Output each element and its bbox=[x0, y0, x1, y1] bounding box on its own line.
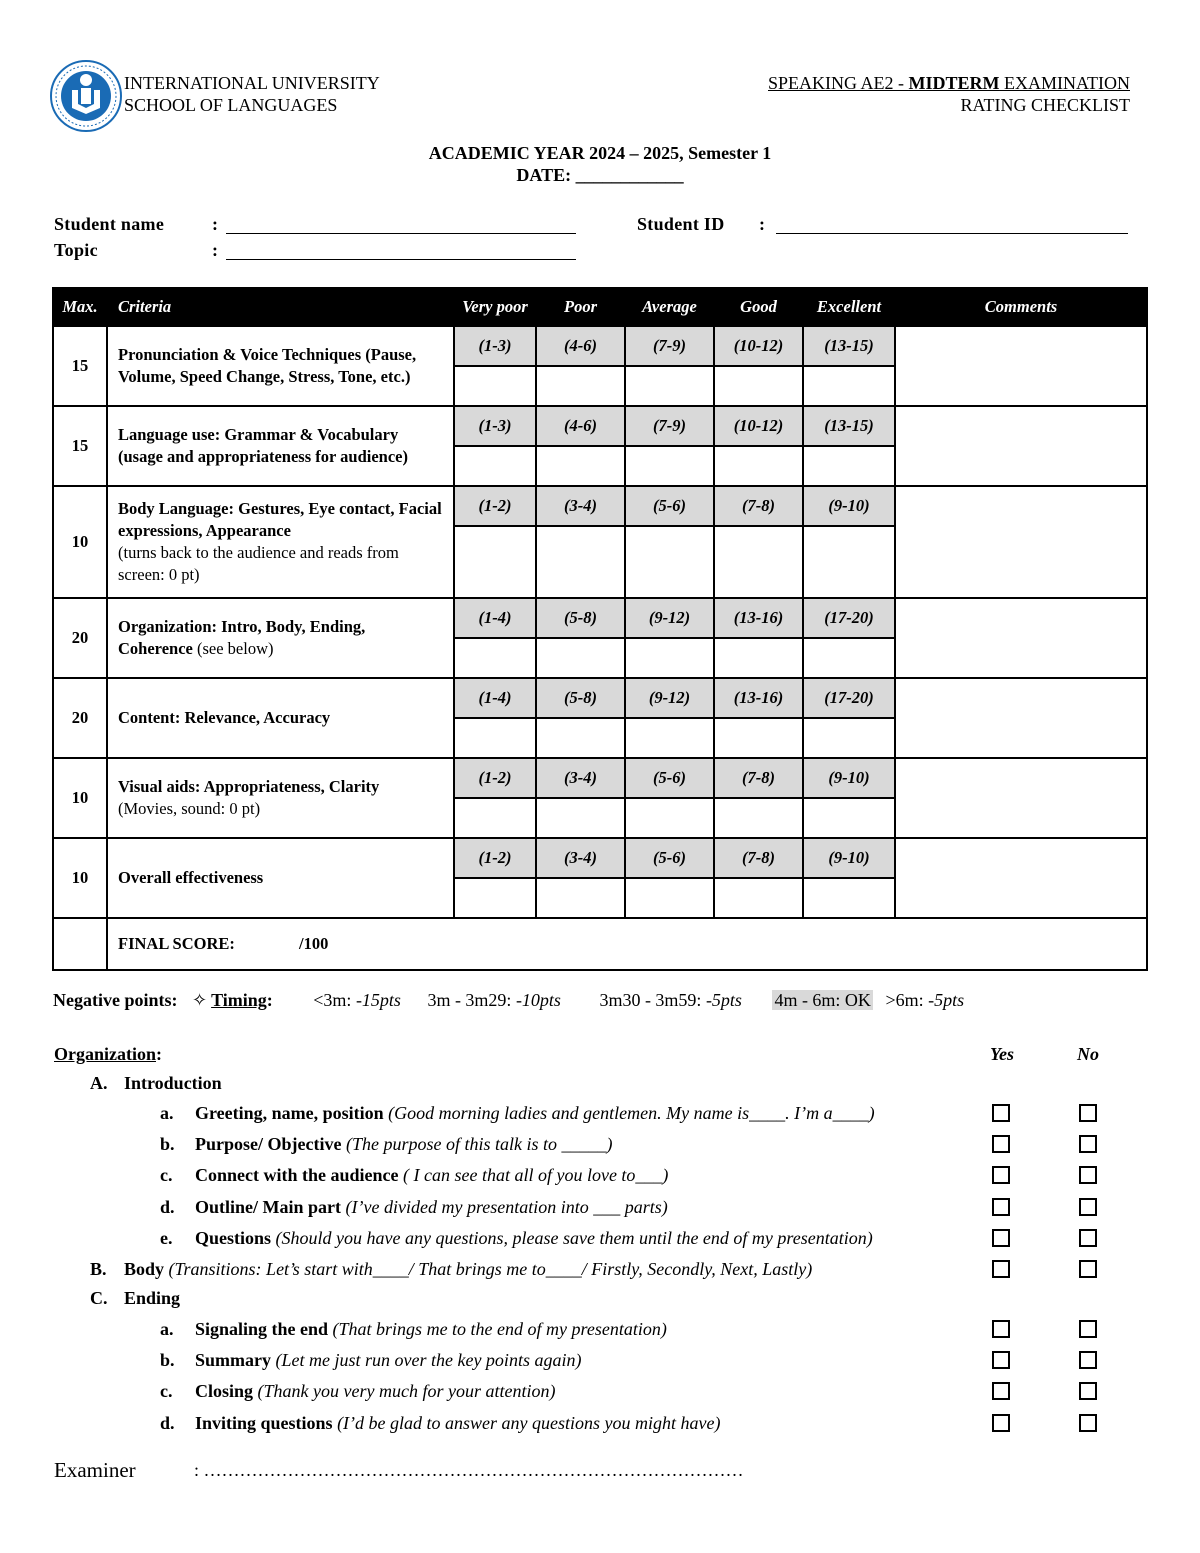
band-poor: (5-8) bbox=[536, 678, 625, 718]
band-very-poor: (1-4) bbox=[454, 678, 536, 718]
item-letter: d. bbox=[160, 1413, 175, 1433]
score-cell-poor[interactable] bbox=[536, 798, 625, 838]
organization-title-wrap: Organization: bbox=[54, 1044, 162, 1064]
header-average: Average bbox=[625, 288, 714, 326]
score-cell-poor[interactable] bbox=[536, 638, 625, 678]
checkbox-yes[interactable] bbox=[992, 1198, 1010, 1216]
timing-label: Timing bbox=[211, 990, 267, 1010]
score-cell-excellent[interactable] bbox=[803, 878, 895, 918]
checkbox-yes[interactable] bbox=[992, 1414, 1010, 1432]
student-name-label: Student name bbox=[54, 214, 165, 234]
university-name: INTERNATIONAL UNIVERSITY bbox=[124, 73, 380, 93]
band-very-poor: (1-2) bbox=[454, 486, 536, 526]
item-letter: c. bbox=[160, 1165, 173, 1185]
band-average: (5-6) bbox=[625, 838, 714, 878]
item-letter: d. bbox=[160, 1197, 175, 1217]
timing-over-6m: >6m: -5pts bbox=[885, 990, 965, 1010]
checkbox-no[interactable] bbox=[1079, 1166, 1097, 1184]
checkbox-yes[interactable] bbox=[992, 1382, 1010, 1400]
band-excellent: (13-15) bbox=[803, 406, 895, 446]
item-letter: a. bbox=[160, 1103, 174, 1123]
topic-label: Topic bbox=[54, 240, 98, 260]
band-excellent: (13-15) bbox=[803, 326, 895, 366]
score-cell-good[interactable] bbox=[714, 638, 803, 678]
item-letter: b. bbox=[160, 1134, 175, 1154]
exam-title-midterm: MIDTERM bbox=[908, 73, 1000, 93]
comments-cell[interactable] bbox=[895, 838, 1147, 918]
band-excellent: (17-20) bbox=[803, 598, 895, 638]
criteria-note: (see below) bbox=[192, 639, 274, 658]
student-name-field[interactable] bbox=[226, 233, 576, 234]
score-cell-average[interactable] bbox=[625, 718, 714, 758]
checkbox-yes[interactable] bbox=[992, 1351, 1010, 1369]
band-poor: (3-4) bbox=[536, 758, 625, 798]
band-excellent: (9-10) bbox=[803, 486, 895, 526]
score-cell-average[interactable] bbox=[625, 366, 714, 406]
comments-cell[interactable] bbox=[895, 326, 1147, 406]
score-cell-very-poor[interactable] bbox=[454, 366, 536, 406]
checkbox-no[interactable] bbox=[1079, 1198, 1097, 1216]
criteria-text: Organization: Intro, Body, Ending, Coherence bbox=[118, 617, 366, 658]
band-very-poor: (1-4) bbox=[454, 598, 536, 638]
checkbox-no[interactable] bbox=[1079, 1414, 1097, 1432]
score-cell-poor[interactable] bbox=[536, 878, 625, 918]
band-average: (5-6) bbox=[625, 758, 714, 798]
checkbox-no[interactable] bbox=[1079, 1351, 1097, 1369]
band-good: (13-16) bbox=[714, 598, 803, 638]
item-text: Outline/ Main part (I’ve divided my presentation into ___ parts) bbox=[195, 1197, 668, 1217]
criteria-row-body-language bbox=[53, 486, 1147, 526]
score-cell-excellent[interactable] bbox=[803, 366, 895, 406]
yes-column-header: Yes bbox=[990, 1044, 1014, 1064]
comments-cell[interactable] bbox=[895, 406, 1147, 486]
school-name: SCHOOL OF LANGUAGES bbox=[124, 95, 338, 115]
score-cell-very-poor[interactable] bbox=[454, 526, 536, 598]
examiner-label: Examiner bbox=[54, 1458, 136, 1482]
score-cell-poor[interactable] bbox=[536, 446, 625, 486]
header-poor: Poor bbox=[536, 288, 625, 326]
checkbox-no[interactable] bbox=[1079, 1382, 1097, 1400]
section-letter-c: C. bbox=[90, 1288, 108, 1308]
final-score-blank bbox=[53, 918, 107, 970]
topic-field[interactable] bbox=[226, 259, 576, 260]
score-cell-poor[interactable] bbox=[536, 366, 625, 406]
checkbox-yes[interactable] bbox=[992, 1320, 1010, 1338]
band-poor: (4-6) bbox=[536, 406, 625, 446]
header-excellent: Excellent bbox=[803, 288, 895, 326]
item-text: Summary (Let me just run over the key points again) bbox=[195, 1350, 582, 1370]
item-letter: b. bbox=[160, 1350, 175, 1370]
criteria-text: Content: Relevance, Accuracy bbox=[118, 708, 331, 727]
examiner-field[interactable]: : ……………………………………………………………………………… bbox=[194, 1460, 744, 1480]
checkbox-no[interactable] bbox=[1079, 1260, 1097, 1278]
score-cell-very-poor[interactable] bbox=[454, 878, 536, 918]
rating-table bbox=[52, 287, 1148, 971]
band-average: (7-9) bbox=[625, 326, 714, 366]
score-cell-poor[interactable] bbox=[536, 718, 625, 758]
score-cell-very-poor[interactable] bbox=[454, 446, 536, 486]
item-text: Purpose/ Objective (The purpose of this talk is to _____) bbox=[195, 1134, 613, 1154]
student-id-colon: : bbox=[759, 214, 766, 234]
section-introduction: Introduction bbox=[124, 1073, 222, 1093]
student-name-colon: : bbox=[212, 214, 219, 234]
band-very-poor: (1-3) bbox=[454, 326, 536, 366]
criteria-cell bbox=[107, 406, 454, 486]
criteria-cell bbox=[107, 326, 454, 406]
score-cell-excellent[interactable] bbox=[803, 798, 895, 838]
section-body: Body (Transitions: Let’s start with____/ That brings me to____/ Firstly, Secondly, Next, Lastly) bbox=[124, 1259, 813, 1279]
comments-cell[interactable] bbox=[895, 486, 1147, 598]
item-text: Closing (Thank you very much for your attention) bbox=[195, 1381, 556, 1401]
header-max: Max. bbox=[53, 288, 107, 326]
header-good: Good bbox=[714, 288, 803, 326]
section-letter-a: A. bbox=[90, 1073, 108, 1093]
section-letter-b: B. bbox=[90, 1259, 107, 1279]
band-poor: (3-4) bbox=[536, 486, 625, 526]
criteria-note: (Movies, sound: 0 pt) bbox=[118, 799, 261, 818]
max-points: 10 bbox=[53, 838, 107, 918]
student-id-label: Student ID bbox=[637, 214, 725, 234]
criteria-cell bbox=[107, 838, 454, 918]
criteria-text: Pronunciation & Voice Techniques (Pause, Volume, Speed Change, Stress, Tone, etc.) bbox=[118, 345, 417, 386]
band-average: (7-9) bbox=[625, 406, 714, 446]
score-cell-poor[interactable] bbox=[536, 526, 625, 598]
item-text: Inviting questions (I’d be glad to answer any questions you might have) bbox=[195, 1413, 721, 1433]
band-excellent: (9-10) bbox=[803, 838, 895, 878]
max-points: 15 bbox=[53, 326, 107, 406]
max-points: 20 bbox=[53, 598, 107, 678]
criteria-row-pronunciation bbox=[53, 326, 1147, 366]
timing-4m-6m-ok: 4m - 6m: OK bbox=[774, 990, 871, 1010]
item-text: Connect with the audience ( I can see that all of you love to___) bbox=[195, 1165, 669, 1185]
score-cell-good[interactable] bbox=[714, 718, 803, 758]
band-very-poor: (1-3) bbox=[454, 406, 536, 446]
score-cell-excellent[interactable] bbox=[803, 526, 895, 598]
item-letter: e. bbox=[160, 1228, 173, 1248]
checkbox-no[interactable] bbox=[1079, 1135, 1097, 1153]
item-text: Signaling the end (That brings me to the end of my presentation) bbox=[195, 1319, 667, 1339]
score-cell-very-poor[interactable] bbox=[454, 718, 536, 758]
checkbox-yes[interactable] bbox=[992, 1135, 1010, 1153]
timing-3m30-3m59: 3m30 - 3m59: -5pts bbox=[599, 990, 742, 1010]
criteria-cell bbox=[107, 598, 454, 678]
timing-3m-3m29: 3m - 3m29: -10pts bbox=[427, 990, 561, 1010]
final-score-cell[interactable] bbox=[107, 918, 1147, 970]
max-points: 10 bbox=[53, 758, 107, 838]
header-criteria: Criteria bbox=[107, 288, 454, 326]
header-very-poor: Very poor bbox=[454, 288, 536, 326]
section-ending: Ending bbox=[124, 1288, 181, 1308]
item-letter: a. bbox=[160, 1319, 174, 1339]
criteria-row-organization bbox=[53, 598, 1147, 638]
score-cell-very-poor[interactable] bbox=[454, 798, 536, 838]
max-points: 10 bbox=[53, 486, 107, 598]
band-excellent: (17-20) bbox=[803, 678, 895, 718]
checkbox-no[interactable] bbox=[1079, 1229, 1097, 1247]
topic-colon: : bbox=[212, 240, 219, 260]
organization-title: Organization bbox=[54, 1044, 156, 1064]
date-field[interactable]: DATE: ____________ bbox=[516, 165, 684, 185]
item-text: Questions (Should you have any questions, please save them until the end of my presentation) bbox=[195, 1228, 873, 1248]
academic-year: ACADEMIC YEAR 2024 – 2025, Semester 1 bbox=[428, 143, 772, 163]
band-good: (7-8) bbox=[714, 838, 803, 878]
score-cell-good[interactable] bbox=[714, 446, 803, 486]
checkbox-yes[interactable] bbox=[992, 1104, 1010, 1122]
timing-under-3m: <3m: -15pts bbox=[313, 990, 401, 1010]
band-good: (10-12) bbox=[714, 326, 803, 366]
student-id-field[interactable] bbox=[776, 233, 1128, 234]
exam-title-suffix: EXAMINATION bbox=[999, 73, 1130, 93]
band-poor: (4-6) bbox=[536, 326, 625, 366]
criteria-text: Language use: Grammar & Vocabulary (usage and appropriateness for audience) bbox=[118, 425, 408, 466]
final-score-label: FINAL SCORE: bbox=[118, 934, 235, 953]
band-average: (9-12) bbox=[625, 678, 714, 718]
score-cell-good[interactable] bbox=[714, 878, 803, 918]
rating-checklist-title: RATING CHECKLIST bbox=[960, 95, 1130, 115]
score-cell-excellent[interactable] bbox=[803, 446, 895, 486]
score-cell-good[interactable] bbox=[714, 366, 803, 406]
band-average: (5-6) bbox=[625, 486, 714, 526]
band-poor: (5-8) bbox=[536, 598, 625, 638]
band-very-poor: (1-2) bbox=[454, 838, 536, 878]
max-points: 15 bbox=[53, 406, 107, 486]
checkbox-no[interactable] bbox=[1079, 1320, 1097, 1338]
comments-cell[interactable] bbox=[895, 678, 1147, 758]
criteria-text: Visual aids: Appropriateness, Clarity bbox=[118, 777, 380, 796]
band-good: (7-8) bbox=[714, 486, 803, 526]
criteria-cell bbox=[107, 758, 454, 838]
header-comments: Comments bbox=[895, 288, 1147, 326]
score-cell-excellent[interactable] bbox=[803, 638, 895, 678]
criteria-text: Body Language: Gestures, Eye contact, Facial expressions, Appearance bbox=[118, 499, 442, 540]
score-cell-average[interactable] bbox=[625, 878, 714, 918]
score-cell-average[interactable] bbox=[625, 446, 714, 486]
max-points: 20 bbox=[53, 678, 107, 758]
exam-title-prefix: SPEAKING AE2 - bbox=[768, 73, 909, 93]
criteria-row-content bbox=[53, 678, 1147, 718]
checkbox-no[interactable] bbox=[1079, 1104, 1097, 1122]
academic-year-block bbox=[0, 142, 1200, 186]
item-letter: c. bbox=[160, 1381, 173, 1401]
score-cell-excellent[interactable] bbox=[803, 718, 895, 758]
negative-points-line: Negative points: ✧ Timing: <3m: -15pts 3m - 3m29: -10pts 3m30 - 3m59: -5pts 4m - 6m: OK >6m: -5pts bbox=[53, 990, 965, 1010]
final-score-row bbox=[53, 918, 1147, 970]
university-logo-icon bbox=[50, 60, 122, 132]
criteria-row-language-use bbox=[53, 406, 1147, 446]
band-good: (13-16) bbox=[714, 678, 803, 718]
negative-points-label: Negative points: bbox=[53, 990, 178, 1010]
band-good: (10-12) bbox=[714, 406, 803, 446]
comments-cell[interactable] bbox=[895, 758, 1147, 838]
score-cell-very-poor[interactable] bbox=[454, 638, 536, 678]
band-poor: (3-4) bbox=[536, 838, 625, 878]
criteria-cell bbox=[107, 678, 454, 758]
final-score-total: /100 bbox=[299, 934, 329, 953]
band-very-poor: (1-2) bbox=[454, 758, 536, 798]
score-cell-average[interactable] bbox=[625, 526, 714, 598]
criteria-row-visual-aids bbox=[53, 758, 1147, 798]
criteria-row-overall-effectiveness bbox=[53, 838, 1147, 878]
band-good: (7-8) bbox=[714, 758, 803, 798]
criteria-note: (turns back to the audience and reads from screen: 0 pt) bbox=[118, 543, 399, 584]
criteria-cell bbox=[107, 486, 454, 598]
timing-star-icon: ✧ bbox=[192, 990, 208, 1010]
criteria-text: Overall effectiveness bbox=[118, 868, 264, 887]
table-header-row bbox=[53, 288, 1147, 326]
no-column-header: No bbox=[1077, 1044, 1099, 1064]
band-average: (9-12) bbox=[625, 598, 714, 638]
score-cell-good[interactable] bbox=[714, 526, 803, 598]
score-cell-average[interactable] bbox=[625, 798, 714, 838]
item-text: Greeting, name, position (Good morning ladies and gentlemen. My name is____. I’m a____) bbox=[195, 1103, 875, 1123]
exam-title-block bbox=[768, 72, 1130, 116]
score-cell-good[interactable] bbox=[714, 798, 803, 838]
checkbox-yes[interactable] bbox=[992, 1260, 1010, 1278]
checkbox-yes[interactable] bbox=[992, 1229, 1010, 1247]
score-cell-average[interactable] bbox=[625, 638, 714, 678]
band-excellent: (9-10) bbox=[803, 758, 895, 798]
comments-cell[interactable] bbox=[895, 598, 1147, 678]
institution-block bbox=[124, 72, 380, 116]
checkbox-yes[interactable] bbox=[992, 1166, 1010, 1184]
